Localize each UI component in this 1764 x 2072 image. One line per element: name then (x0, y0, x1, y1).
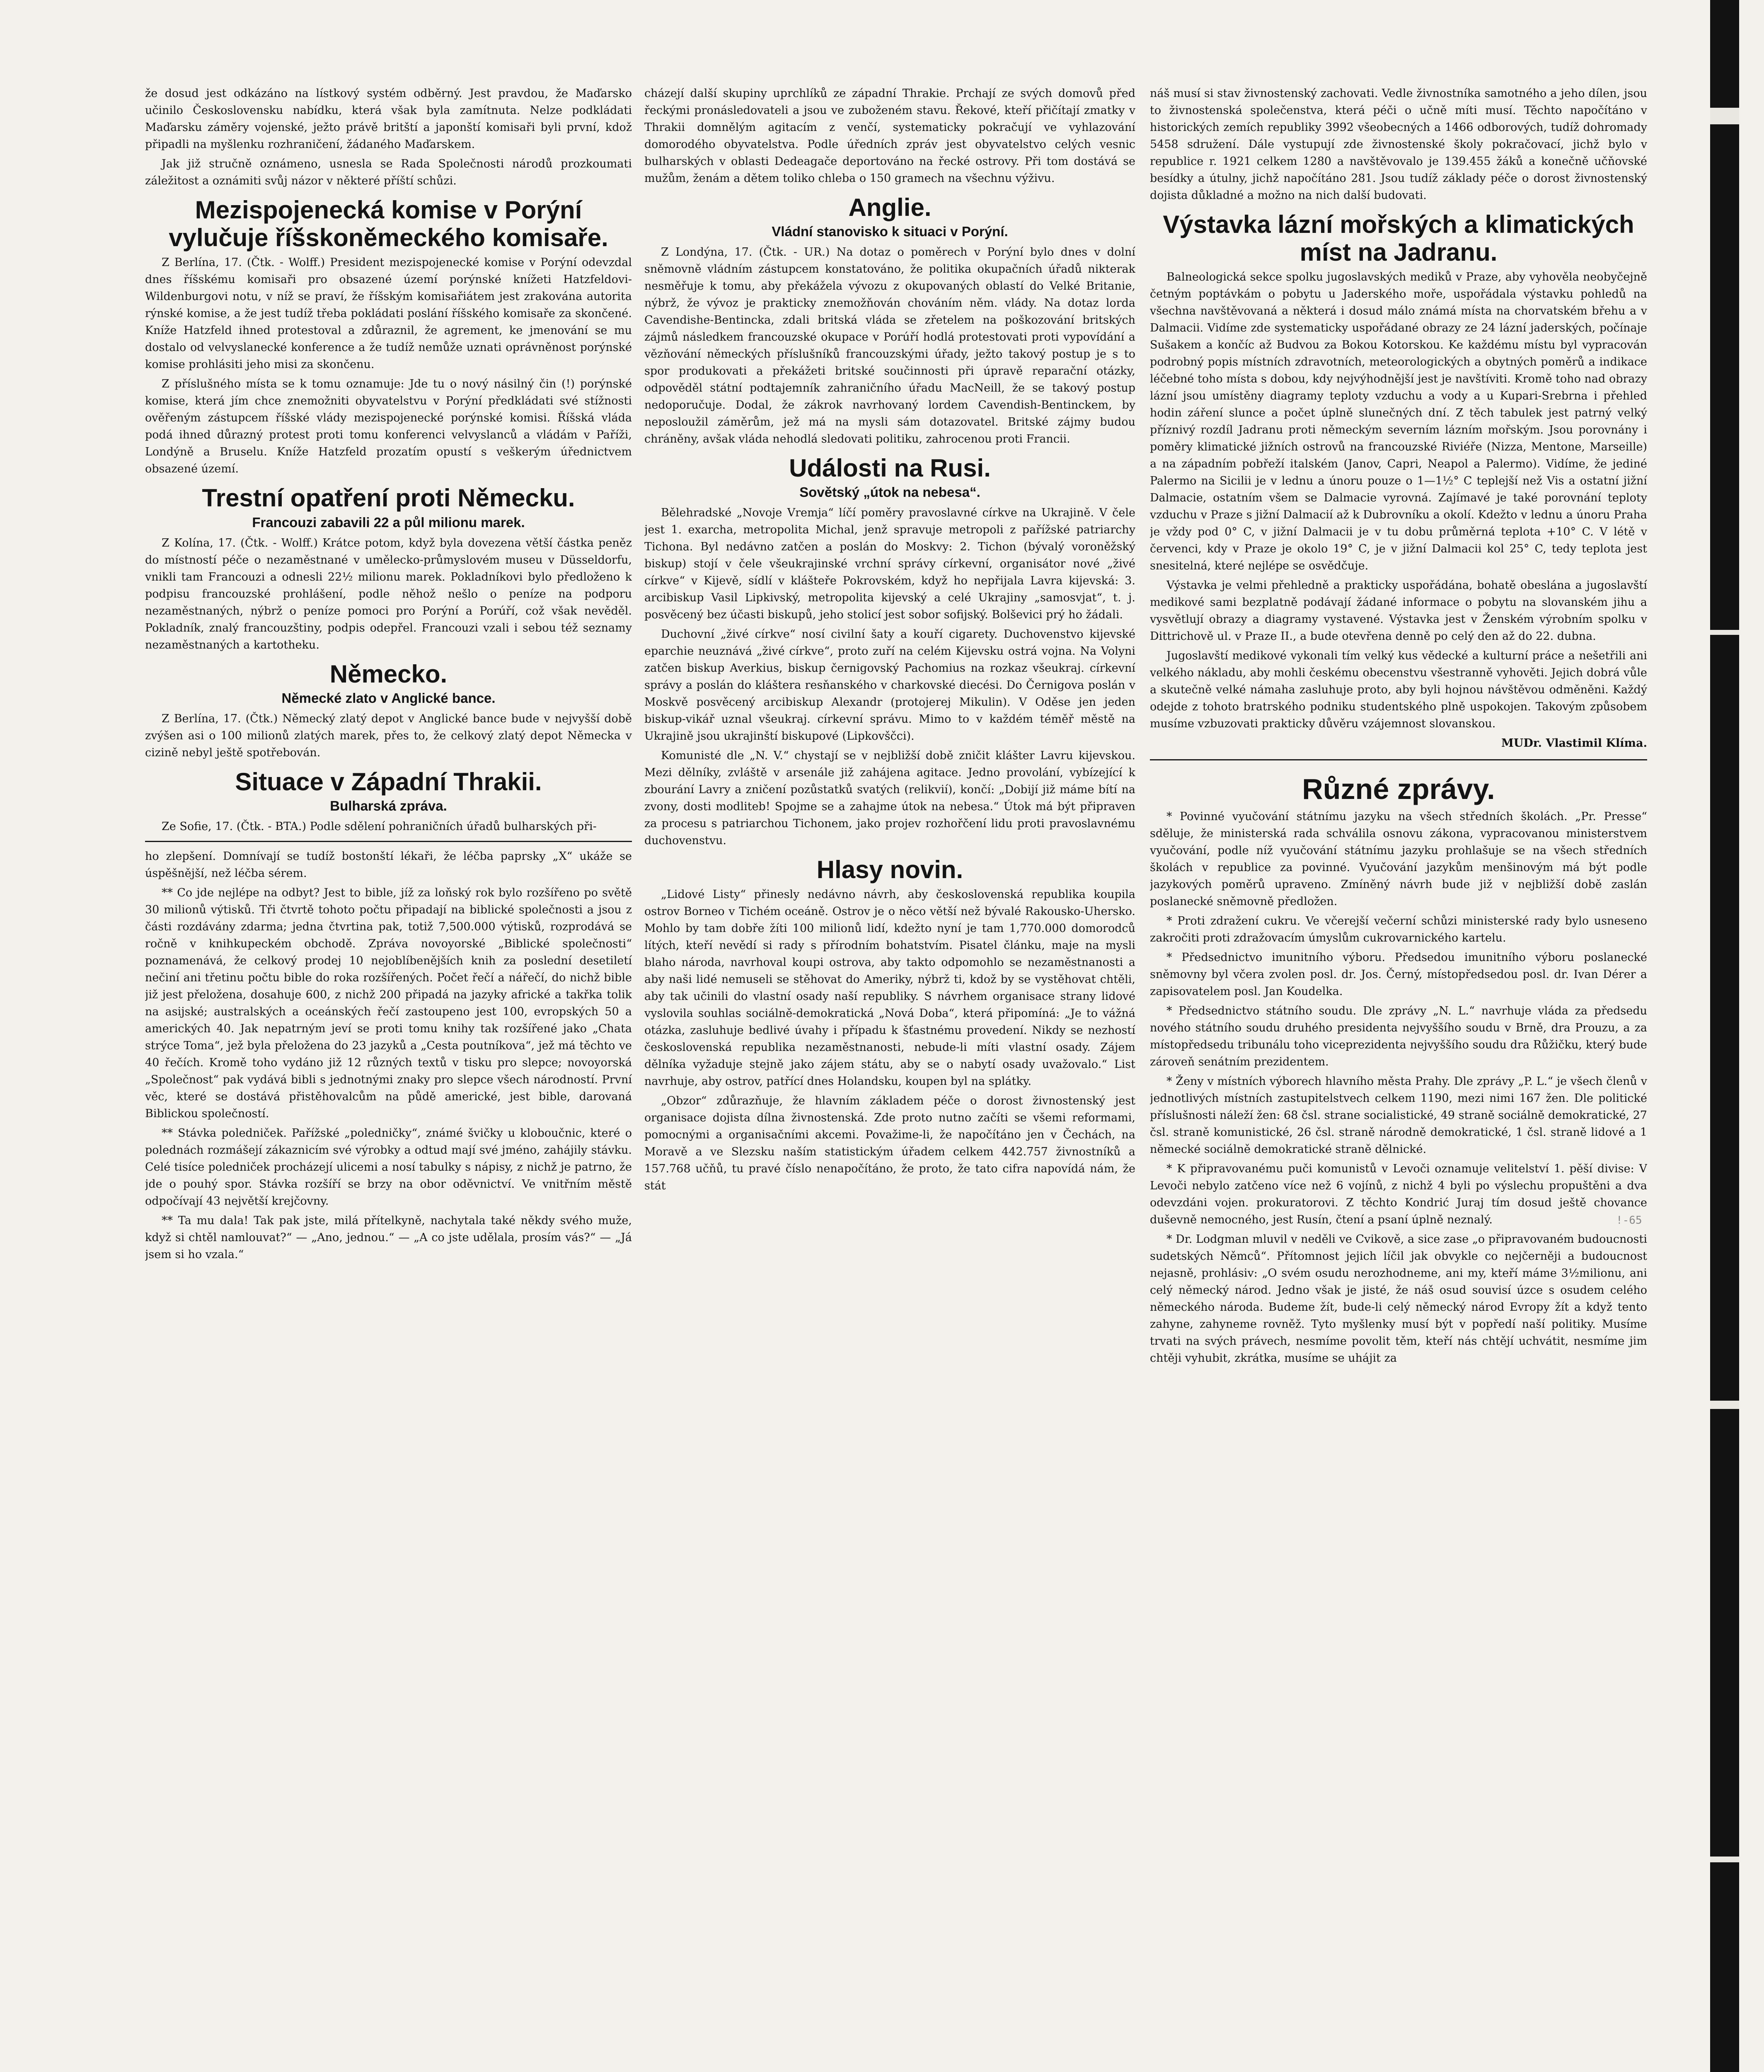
headline: Hlasy novin. (816, 856, 963, 884)
news-item: * Povinné vyučování státnímu jazyku na všech středních školách. „Pr. Presse“ sděluje, že ministerská rada schválila osnovu zákona, vypracovanou ministerstvem vyučování, podle níž vyučování státnímu jazyku prohlašuje se na všech středních školách v republice za povinné. Vyučování jazykům menšinovým má být podle jazykových poměrů upraveno. Zmíněný návrh bude již v nejbližší době zaslán poslanecké sněmovně předložen. (1150, 810, 1647, 908)
headline: Různé zprávy. (1302, 773, 1495, 806)
news-item: * Předsednictvo státního soudu. Dle zprávy „N. L.“ navrhuje vláda za předsedu nového státního soudu druhého presidenta nejvyššího soudu v Brně, dra Prouzu, a za místopředsedu tribunálu toho viceprezidenta nejvyššího soudu dra Růžičku, který bude zároveň senátním prezidentem. (1150, 1004, 1647, 1068)
article-text: ho zlepšení. Domnívají se tudíž bostonští lékaři, že léčba paprsky „X“ ukáže se úspěšnější, než léčba sérem. (145, 850, 632, 880)
news-item: ** Stávka poledniček. Pařížské „poledničky“, známé švičky u kloboučnic, které o polednách rozmášejí zákaznicím své výrobky a odtud mají své jméno, zahájily stávku. Celé tisíce poledniček procházejí ulicemi a nosí tabulky s nápisy, z nichž je patrno, že jde o pouhý spor. Stávka rozšíří se brzy na obor oděvnictví. Ve vnitřním městě odpočívají 43 největší krejčovny. (145, 1126, 632, 1208)
signature: MUDr. Vlastimil Klíma. (1501, 737, 1647, 750)
news-item: * Ženy v místních výborech hlavního města Prahy. Dle zprávy „P. L.“ je všech členů v jednotlivých místních zastupitelstvech celkem 1190, mezi nimi 167 žen. Dle politické příslušnosti náleží žen: 68 čsl. strane socialistické, 49 straně sociálně demokratické, 27 čsl. straně komunistické, 26 čsl. straně národně demokratické, 1 čsl. straně lidové a 1 německé sociálně demokratické straně dělnické. (1150, 1075, 1647, 1156)
news-item: * K připravovanému puči komunistů v Levoči oznamuje velitelství 1. pěší divise: V Levoči nebylo zatčeno více než 6 vojínů, z nichž 4 byli po výslechu propuštěni a dva odevzdáni vojen. prokuratorovi. Z těchto Kondrić Juraj tím dosud ještě chovance duševně nemocného, jest Rusín, čtení a psaní úplně neznalý. (1150, 1162, 1647, 1226)
subheadline: Vládní stanovisko k situaci v Porýní. (772, 224, 1008, 240)
page-edge-shadow (1710, 0, 1739, 2072)
article-text: že dosud jest odkázáno na lístkový systém odběrný. Jest pravdou, že Maďarsko učinilo Československu nabídku, která však byla zamítnuta. Nelze podkládati Maďarsku záměry vojenské, ježto právě britští a japonští komisaři byli první, kdož připadli na myšlenku rozhraničení, žádaného Maďarskem. (145, 87, 632, 151)
news-item: ** Ta mu dala! Tak pak jste, milá přítelkyně, nachytala také někdy svého muže, když si chtěl namlouvat?“ — „Ano, jednou.“ — „A co jste udělala, prosím vás?“ — „Já jsem si ho vzala.“ (145, 1214, 632, 1261)
headline: Trestní opatření proti Německu. (202, 484, 575, 512)
news-item: * Proti zdražení cukru. Ve včerejší večerní schůzi ministerské rady bylo usneseno zakročiti proti zdražovacím úmyslům cukrovarnického kartelu. (1150, 914, 1647, 944)
article-text: Duchovní „živé církve“ nosí civilní šaty a kouří cigarety. Duchovenstvo kijevské eparchie neuznává „živé církve“, proto zuří na celém Kijevsku ostrá vojna. Na Volyni zatčen biskup Averkius, biskup černigovský Pachomius na rozkaz všeukraj. církevní správy a poslán do kláštera resňanského v charkovské diecési. Do Černigova poslán v Moskvě posvěcený arcibiskup Alexandr (protojerej Mikulin). V Oděse jen jeden biskup-vikář uznal všeukraj. církevní správu. Mimo to v každém téměř městě na Ukrajině jsou ukrajinští biskupové (Lipkovščci). (644, 628, 1135, 743)
news-item: * Dr. Lodgman mluvil v neděli ve Cvikově, a sice zase „o připravovaném budoucnosti sudetských Němců“. Přítomnost jejich líčil jak obvykle co nejčerněji a budoucnost nejasně, prohlásiv: „O svém osudu nerozhodneme, ani my, kteří máme 3½milionu, ani celý německý národ. Jedno však je jisté, že náš osud souvisí úzce s osudem celého německého národa. Budeme žít, bude-li celý německý národ Evropy žít a když tento zahyne, zahyneme rovněž. Tyto myšlenky musí být v popředí naší politiky. Musíme trvati na svých právech, nesmíme povolit těm, kteří nás chtějí uchvátit, nesmíme jim chtěji vyhubit, zkrátka, musíme se uhájit za (1150, 1232, 1647, 1365)
subheadline: Francouzi zabavili 22 a půl milionu marek. (252, 514, 525, 530)
section-divider (145, 841, 632, 842)
column-1 (145, 85, 632, 2072)
article-text: Z Berlína, 17. (Čtk. - Wolff.) President mezispojenecké komise v Porýní odevzdal dnes říšskému komisaři pro obsazené území porýnské knížeti Hatzfeldovi-Wildenburgovi notu, v níž se praví, že říšským komisařiátem jest zrakována autorita rýnské komise, a že jest tudíž třeba pokládati poslání říšského komisaře za skončené. Kníže Hatzfeld ihned protestoval a zdůraznil, že agrement, ke jmenování se mu dostalo od velvyslanecké konference a že tudíž nemůže uznati oprávněnost porýnské komise prohlásiti jeho misi za skončenu. (145, 256, 632, 371)
subheadline: Německé zlato v Anglické bance. (281, 690, 496, 706)
headline: Německo. (329, 660, 448, 688)
article-text: Z Londýna, 17. (Čtk. - UR.) Na dotaz o poměrech v Porýní bylo dnes v dolní sněmovně vládním zástupcem konstatováno, že politika okupačních úřadů nikterak nesměřuje k tomu, aby překážela vývozu z okupovaných oblastí do Velké Britanie, nýbrž, že vývoz je prakticky znemožňován chováním něm. vlády. Na dotaz lorda Cavendishe-Bentincka, zdali britská vláda se zřetelem na poškozování britských zájmů následkem francouzské okupace v Porúří hodlá protestovati proti vypovídání a vězňování německých příslušníků francouzskými úřady, ježto takový postup je s to spor produkovati a překážeti britské součinnosti při úpravě reparační otázky, odpověděl státní podtajemník zahraničního úřadu MacNeill, že se takový postup nedoporučuje. Dodal, že zákrok navrhovaný lordem Cavendish-Bentinckem, by neposloužil záměrům, jež má na mysli sám dotazovatel. Britské zájmy budou chráněny, avšak vláda nehodlá sledovati politiku, zahrocenou proti Francii. (644, 246, 1135, 446)
column-2 (644, 85, 1135, 2072)
article-text: „Lidové Listy“ přinesly nedávno návrh, aby československá republika koupila ostrov Borneo v Tichém oceáně. Ostrov je o něco větší než bývalé Rakousko-Uhersko. Mohlo by tam dobře žíti 100 milionů lidí, kdežto nyní je tam 1,770.000 domorodců lítých, kteří nevědí si rady s přírodním bohatstvím. Pisatel článku, maje na mysli blaho národa, navrhoval koupi ostrova, aby takto odpomohlo se nezaměstnanosti a aby naši lidé nemuseli se stěhovat do Ameriky, nýbrž ti, kdož by se vystěhovat chtěli, aby tak učinili do vlastní osady naší republiky. S návrhem organisace strany lidové vyslovila souhlas sociálně-demokratická „Nová Doba“, která připomíná: „Je to vážná otázka, zasluhuje bedlivé úvahy i případu k šťastnému provedení. Nikdy se nezhostí československá republika nezaměstnanosti, nebude-li míti vlastní osady. Zájem dělníka vyžaduje stejně jako zájem státu, aby se o nabytí osady uvažovalo.“ List navrhuje, aby ostrov, patřící dnes Holandsku, koupen byl na splátky. (644, 888, 1135, 1088)
article-text: Bělehradské „Novoje Vremja“ líčí poměry pravoslavné církve na Ukrajině. V čele jest 1. exarcha, metropolita Michal, jenž spravuje metropoli z pařížské patriarchy Tichona. Byl nedávno zatčen a poslán do Moskvy: 2. Tichon (bývalý voroněžský biskup) stojí v čele všeukrajinské vrchní správy církevní, organisátor nové „živé církve“ v Kijevě, sídlí v klášteře Pokrovském, když ho nepřijala Lavra kijevská: 3. arcibiskup Vasil Lipkivský, metropolita kijevský a celé Ukrajiny „samosvjat“, t. j. posvěcený bez účasti biskupů, jeho stolicí jest sobor sofijský. Bolševici prý ho žádali. (644, 506, 1135, 622)
article-text: Výstavka je velmi přehledně a prakticky uspořádána, bohatě obeslána a jugoslavští medikové sami bezplatně podávají žádané informace o pobytu na slovanském jihu a vysvětlují obrazy a diagramy vystavené. Výstavka jest v Ženském výrobním spolku v Dittrichově ul. v Praze II., a bude otevřena denně po celý den až do 22. dubna. (1150, 579, 1647, 643)
article-text: Z příslušného místa se k tomu oznamuje: Jde tu o nový násilný čin (!) porýnské komise, která jím chce znemožniti obyvatelstvu v Porýní předkládati své stížnosti ověřeným zástupcem říšské vlády mezispojenecké porýnské komisi. Říšská vláda podá ihned důrazný protest proti tomu konferenci velvyslanců a vládám v Paříži, Londýně a Bruselu. Kníže Hatzfeld prozatím opustí s veškerým úřednictvem obsazené území. (145, 378, 632, 476)
news-item: ** Co jde nejlépe na odbyt? Jest to bible, jíž za loňský rok bylo rozšířeno po světě 30 milionů výtisků. Tři čtvrtě tohoto počtu připadají na biblické společnosti a jsou z části rozdávány zdarma; jedna čtvrtina pak, totiž 7,500.000 výtisků, rozprodává se ročně v knihkupeckém obchodě. Zpráva novoyorské „Biblické společnosti“ poznamenává, že celkový prodej 10 nejoblíbenějších knih za poslední desetiletí nečiní ani třetinu počtu bible do roka rozšířených. Počet řečí a nářečí, do nichž bible již jest přeložena, dosahuje 600, z nichž 200 připadá na jazyky africké a takřka tolik na asijské; australských a oceánských řečí zastoupeno jest 100, evropských 50 a amerických 40. Jak nepatrným jeví se proti tomu knihy tak rozšířené jako „Chata strýce Toma“, jež byla přeložena do 23 jazyků a „Cesta poutníkova“, jež má těchto ve 40 řečích. Kromě toho vydáno již 12 různých textů v tisku pro slepce; novoyorská „Společnost“ pak vydává bibli s jednotnými znaky pro slepce všech národností. První věc, které se dostává přistěhovalcům na půdě americké, jest bible, darovaná Biblickou společností. (145, 886, 632, 1120)
news-item: * Předsednictvo imunitního výboru. Předsedou imunitního výboru poslanecké sněmovny byl včera zvolen posl. dr. Jos. Černý, místopředsedou posl. dr. Ivan Dérer a zapisovatelem posl. Jan Koudelka. (1150, 951, 1647, 998)
article-text: „Obzor“ zdůrazňuje, že hlavním základem péče o dorost živnostenský jest organisace dojista dílna živnostenská. Zde proto nutno začíti se všemi reformami, pomocnými a organisačními akcemi. Považime-li, že napočítáno jen v Čechách, na Moravě a ve Slezsku naším statistickým úřadem celkem 442.757 živnostníků a 157.768 učňů, tu pravé číslo nenapočítáno, že proto, že tato cifra napovídá nám, že stát (644, 1094, 1135, 1193)
headline: Mezispojenecká komise v Porýní vylučuje říšskoněmeckého komisaře. (169, 196, 608, 252)
article-text: Jugoslavští medikové vykonali tím velký kus vědecké a kulturní práce a nešetřili ani velkého nákladu, aby mohli českému obecenstvu všestranně vyhověti. Jejich dobrá vůle a skutečně velké námaha zasluhuje proto, aby byli hojnou návštěvou odměněni. Každý odejde z tohoto bratrského podniku studentského plně uspokojen. Takovým způsobem musíme vzbuzovati prakticky důvěru vzájemnost slovanskou. (1150, 649, 1647, 731)
headline: Výstavka lázní mořských a klimatických míst na Jadranu. (1163, 211, 1634, 266)
article-text: Z Kolína, 17. (Čtk. - Wolff.) Krátce potom, když byla dovezena větší částka peněz do místností péče o nezaměstnané v umělecko-průmyslovém museu v Düsseldorfu, vnikli tam Francouzi a odnesli 22½ milionu marek. Pokladníkovi bylo předloženo k podpisu francouzské prohlášení, podle něhož nešlo o peníze na podporu nezaměstnaných, nýbrž o peníze pomoci pro Porýní a Porúří, což však nevěděl. Pokladník, znalý francouzštiny, podpis odepřel. Francouzi vzali i sebou též seznamy nezaměstnaných a kartotheku. (145, 536, 632, 651)
headline: Situace v Západní Thrakii. (235, 767, 542, 796)
stray-mark: !-65 (1616, 1214, 1642, 1227)
headline: Události na Rusi. (789, 454, 991, 482)
article-text: Jak již stručně oznámeno, usnesla se Rada Společnosti národů prozkoumati záležitost a oznámiti svůj názor v některé příští schůzi. (145, 157, 632, 187)
article-text: náš musí si stav živnostenský zachovati. Vedle živnostníka samotného a jeho dílen, jsou to živnostenská společenstva, která péči o učně míti musí. Těchto napočítáno v historických zemích republiky 3992 všeobecných a 1466 odborových, tudíž dohromady 5458 sdružení. Dále vystupují zde živnostenské školy pokračovací, jichž bylo v republice r. 1921 celkem 1280 a navštěvovalo je 139.455 žáků a konečně učňovské besídky a útulny, jichž napočítáno 281. Jsou tudíž základy péče o dorost živnostenský dojista důkladné a možno na nich další budovati. (1150, 87, 1647, 202)
article-text: cházejí další skupiny uprchlíků ze západní Thrakie. Prchají ze svých domovů před řeckými pronásledovateli a jsou ve zuboženém stavu. Řekové, kteří přičítají zmatky v Thrakii domnělým agitacím z venčí, systematicky pokračují ve vyhlazování domorodého obyvatelstva. Podle úředních zpráv jest obyvatelstvo celých vesnic bulharských v oblasti Dedeagače deportováno na řecké ostrovy. Při tom dostává se mužům, ženám a dětem toliko chleba o 150 gramech na všechnu výživu. (644, 87, 1135, 185)
subheadline: Bulharská zpráva. (330, 798, 447, 813)
column-3 (1150, 85, 1647, 2072)
article-text: Balneologická sekce spolku jugoslavských mediků v Praze, aby vyhověla neobyčejně četným poptávkám o pobytu u Jaderského moře, uspořádala výstavku pohledů na všechna navštěvovaná a některá i dosud málo známá místa na chorvatském břehu a v Dalmacii. Vidíme zde systematicky uspořádané obrazy ze 24 lázní jaderských, počínaje Sušakem a končíc až Budvou za Bokou Kotorskou. Ke každému místu byl vypracován podrobný popis místních zdravotních, meteorologických a obytných poměrů a indikace léčebné toho místa s dobou, kdy nejvýhodnější jest je navštíviti. Kromě toho nad obrazy lázní jsou umístěny diagramy teploty vzduchu a vody a u Kupari-Srebrna i přehled hodin záření slunce a počet úplně slunečných dní. Z těch tabulek jest patrný velký příznivý rozdíl Jadranu proti německým severním lázním mořským. Jsou porovnány i poměry klimatické jižních ostrovů na francouzské Riviéře (Nizza, Mentone, Marseille) a na západním pobřeží italském (Janov, Capri, Neapol a Palermo). Vidíme, že jediné Palermo na Sicilii je v lednu a únoru pouze o 1—1½° C teplejší než Vis a ostatní jižní Dalmacie, ostatním všem se Dalmacie vyrovná. Zajímavé je také porovnání teploty vzduchu v Praze s jižní Dalmacií až k Dubrovníku a okolí. Kdežto v lednu a únoru Praha je vždy pod 0° C, v jižní Dalmacii je v tu dobu průměrná teplota +10° C. V létě v červenci, kdy v Praze je okolo 19° C, je v jižní Dalmacii kol 25° C, tedy teplota jest snesitelná, které nejlépe se osvědčuje. (1150, 271, 1647, 573)
article-text: Ze Sofie, 17. (Čtk. - BTA.) Podle sdělení pohraničních úřadů bulharských při- (162, 820, 597, 833)
article-text: Komunisté dle „N. V.“ chystají se v nejbližší době zničit klášter Lavru kijevskou. Mezi dělníky, zvláště v arsenále již zahájena agitace. Jedno provolání, vybízející k zbourání Lavry a zničení pozůstatků svatých (relikvií), končí: „Dobijí již máme bítí na zvony, dosti modliteb! Spojme se a zahajme útok na nebesa.“ Útok má být připraven za procesu s patriarchou Tichonem, jako projev rozhořčení lidu proti pravoslavnému duchovenstvu. (644, 749, 1135, 847)
headline: Anglie. (848, 194, 932, 221)
subheadline: Sovětský „útok na nebesa“. (799, 484, 980, 500)
article-text: Z Berlína, 17. (Čtk.) Německý zlatý depot v Anglické bance bude v nejvyšší době zvýšen asi o 100 milionů zlatých marek, přes to, že celkový zlatý depot Německa v cizině nebyl ještě spotřebován. (145, 712, 632, 759)
